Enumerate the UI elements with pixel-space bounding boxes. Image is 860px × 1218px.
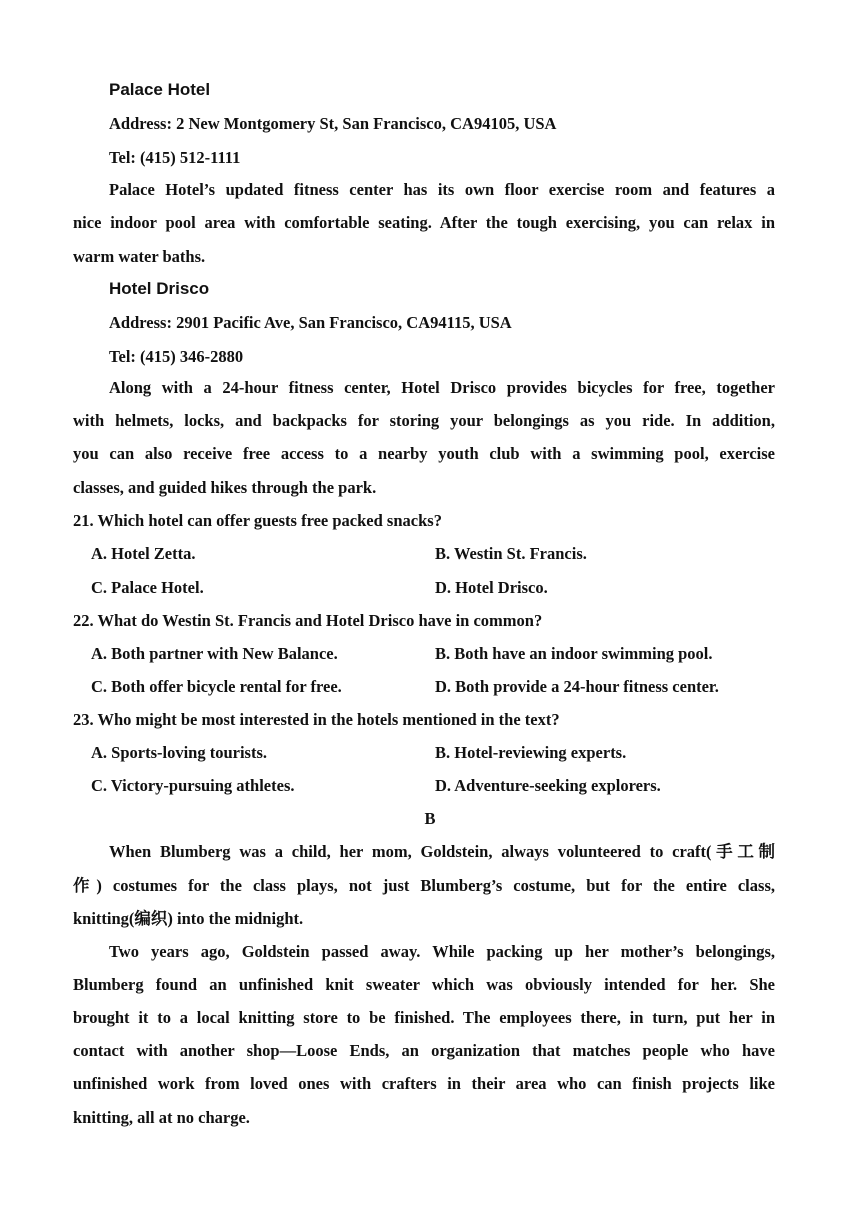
question-23-option-c: C. Victory-pursuing athletes. (91, 776, 295, 795)
question-21-option-b: B. Westin St. Francis. (435, 544, 587, 563)
hotel-desc-palace-line2: nice indoor pool area with comfortable seating. After the tough exercising, you can relax in (73, 213, 775, 232)
question-23-stem: 23. Who might be most interested in the hotels mentioned in the text? (73, 710, 560, 729)
question-22-option-d: D. Both provide a 24-hour fitness center. (435, 677, 719, 696)
question-23-option-a: A. Sports-loving tourists. (91, 743, 268, 762)
question-22-option-a: A. Both partner with New Balance. (91, 644, 338, 663)
hotel-desc-drisco-line3: you can also receive free access to a nearby youth club with a swimming pool, exercise (73, 444, 775, 463)
question-21-stem: 21. Which hotel can offer guests free packed snacks? (73, 511, 442, 530)
hotel-desc-palace-line3: warm water baths. (73, 247, 206, 266)
passage-b-p2-line5: unfinished work from loved ones with crafters in their area who can finish projects like (73, 1074, 775, 1093)
passage-b-p2-line6: knitting, all at no charge. (73, 1108, 250, 1127)
hotel-desc-drisco-line1: Along with a 24-hour fitness center, Hotel Drisco provides bicycles for free, together (109, 378, 775, 397)
passage-b-p1-line1: When Blumberg was a child, her mom, Goldstein, always volunteered to craft(手工制 (109, 842, 775, 861)
hotel-tel-drisco: Tel: (415) 346-2880 (109, 347, 244, 366)
question-21-option-a: A. Hotel Zetta. (91, 544, 196, 563)
hotel-desc-drisco-line4: classes, and guided hikes through the park. (73, 478, 377, 497)
question-23-option-b: B. Hotel-reviewing experts. (435, 743, 627, 762)
question-23-option-d: D. Adventure-seeking explorers. (435, 776, 661, 795)
passage-b-p1-line3: knitting(编织) into the midnight. (73, 909, 304, 928)
passage-b-p2-line2: Blumberg found an unfinished knit sweater which was obviously intended for her. She (73, 975, 775, 994)
question-22-option-c: C. Both offer bicycle rental for free. (91, 677, 342, 696)
question-22-option-b: B. Both have an indoor swimming pool. (435, 644, 713, 663)
hotel-desc-palace-line1: Palace Hotel’s updated fitness center has its own floor exercise room and features a (109, 180, 775, 199)
section-label-b: B (424, 809, 436, 828)
question-21-option-d: D. Hotel Drisco. (435, 578, 548, 597)
hotel-name-palace: Palace Hotel (109, 80, 211, 99)
hotel-address-palace: Address: 2 New Montgomery St, San Francisco, CA94105, USA (109, 114, 557, 133)
hotel-name-drisco: Hotel Drisco (109, 279, 210, 298)
hotel-desc-drisco-line2: with helmets, locks, and backpacks for storing your belongings as you ride. In addition, (73, 411, 775, 430)
passage-b-p2-line3: brought it to a local knitting store to be finished. The employees there, in turn, put her in (73, 1008, 775, 1027)
passage-b-p2-line4: contact with another shop—Loose Ends, an organization that matches people who have (73, 1041, 775, 1060)
hotel-tel-palace: Tel: (415) 512-1111 (109, 148, 241, 167)
question-22-stem: 22. What do Westin St. Francis and Hotel Drisco have in common? (73, 611, 543, 630)
passage-b-p2-line1: Two years ago, Goldstein passed away. While packing up her mother’s belongings, (109, 942, 775, 961)
passage-b-p1-line2: 作) costumes for the class plays, not just Blumberg’s costume, but for the entire class, (73, 876, 775, 895)
hotel-address-drisco: Address: 2901 Pacific Ave, San Francisco, CA94115, USA (109, 313, 512, 332)
question-21-option-c: C. Palace Hotel. (91, 578, 204, 597)
